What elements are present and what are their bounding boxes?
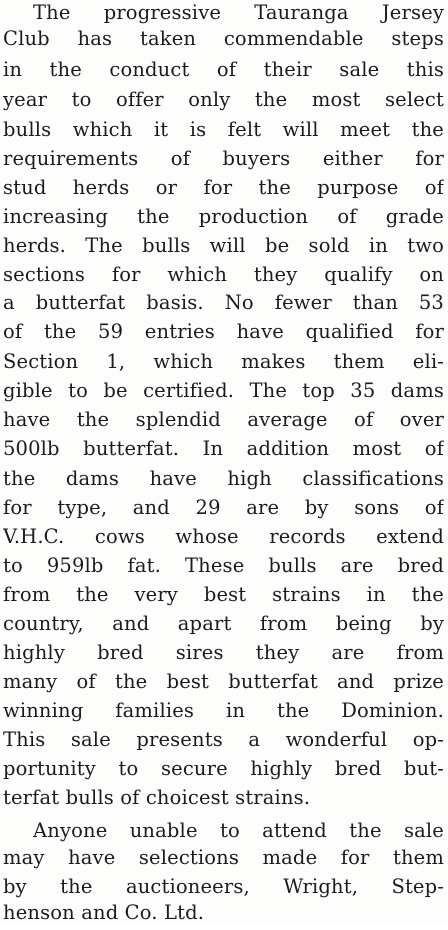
article-line: Section 1, which makes them eli- <box>3 350 444 373</box>
article-line: of the 59 entries have qualified for <box>3 320 444 343</box>
article-line: winning families in the Dominion. <box>3 699 444 722</box>
article-line: V.H.C. cows whose records extend <box>3 525 444 548</box>
article-line: The progressive Tauranga Jersey <box>33 1 444 24</box>
article-line: by the auctioneers, Wright, Step- <box>3 875 444 898</box>
article-line: herds. The bulls will be sold in two <box>3 234 444 257</box>
article-line: may have selections made for them <box>3 846 444 869</box>
article-line: increasing the production of grade <box>3 205 444 228</box>
article-line: This sale presents a wonderful op- <box>3 728 444 751</box>
article-line: sections for which they qualify on <box>3 263 444 286</box>
article-line: bulls which it is felt will meet the <box>3 118 444 141</box>
article-line: in the conduct of their sale this <box>3 58 444 81</box>
article-line: Club has taken commendable steps <box>3 27 444 50</box>
article-line: henson and Co. Ltd. <box>3 901 205 924</box>
article-line: have the splendid average of over <box>3 408 444 431</box>
article-line: many of the best butterfat and prize <box>3 670 444 693</box>
article-line: to 959lb fat. These bulls are bred <box>3 554 444 577</box>
article-line: for type, and 29 are by sons of <box>3 496 444 519</box>
article-line: highly bred sires they are from <box>3 641 444 664</box>
article-line: year to offer only the most select <box>3 88 444 111</box>
article-line: 500lb butterfat. In addition most of <box>3 437 444 460</box>
article-line: gible to be certified. The top 35 dams <box>3 379 444 402</box>
article-line: from the very best strains in the <box>3 583 444 606</box>
article-line: the dams have high classifications <box>3 467 444 490</box>
article-line: Anyone unable to attend the sale <box>33 819 444 842</box>
article-line: portunity to secure highly bred but- <box>3 757 444 780</box>
article-line: country, and apart from being by <box>3 612 444 635</box>
article-line: terfat bulls of choicest strains. <box>3 786 311 809</box>
article-line: stud herds or for the purpose of <box>3 176 444 199</box>
article-line: requirements of buyers either for <box>3 147 444 170</box>
article-line: a butterfat basis. No fewer than 53 <box>3 291 444 314</box>
